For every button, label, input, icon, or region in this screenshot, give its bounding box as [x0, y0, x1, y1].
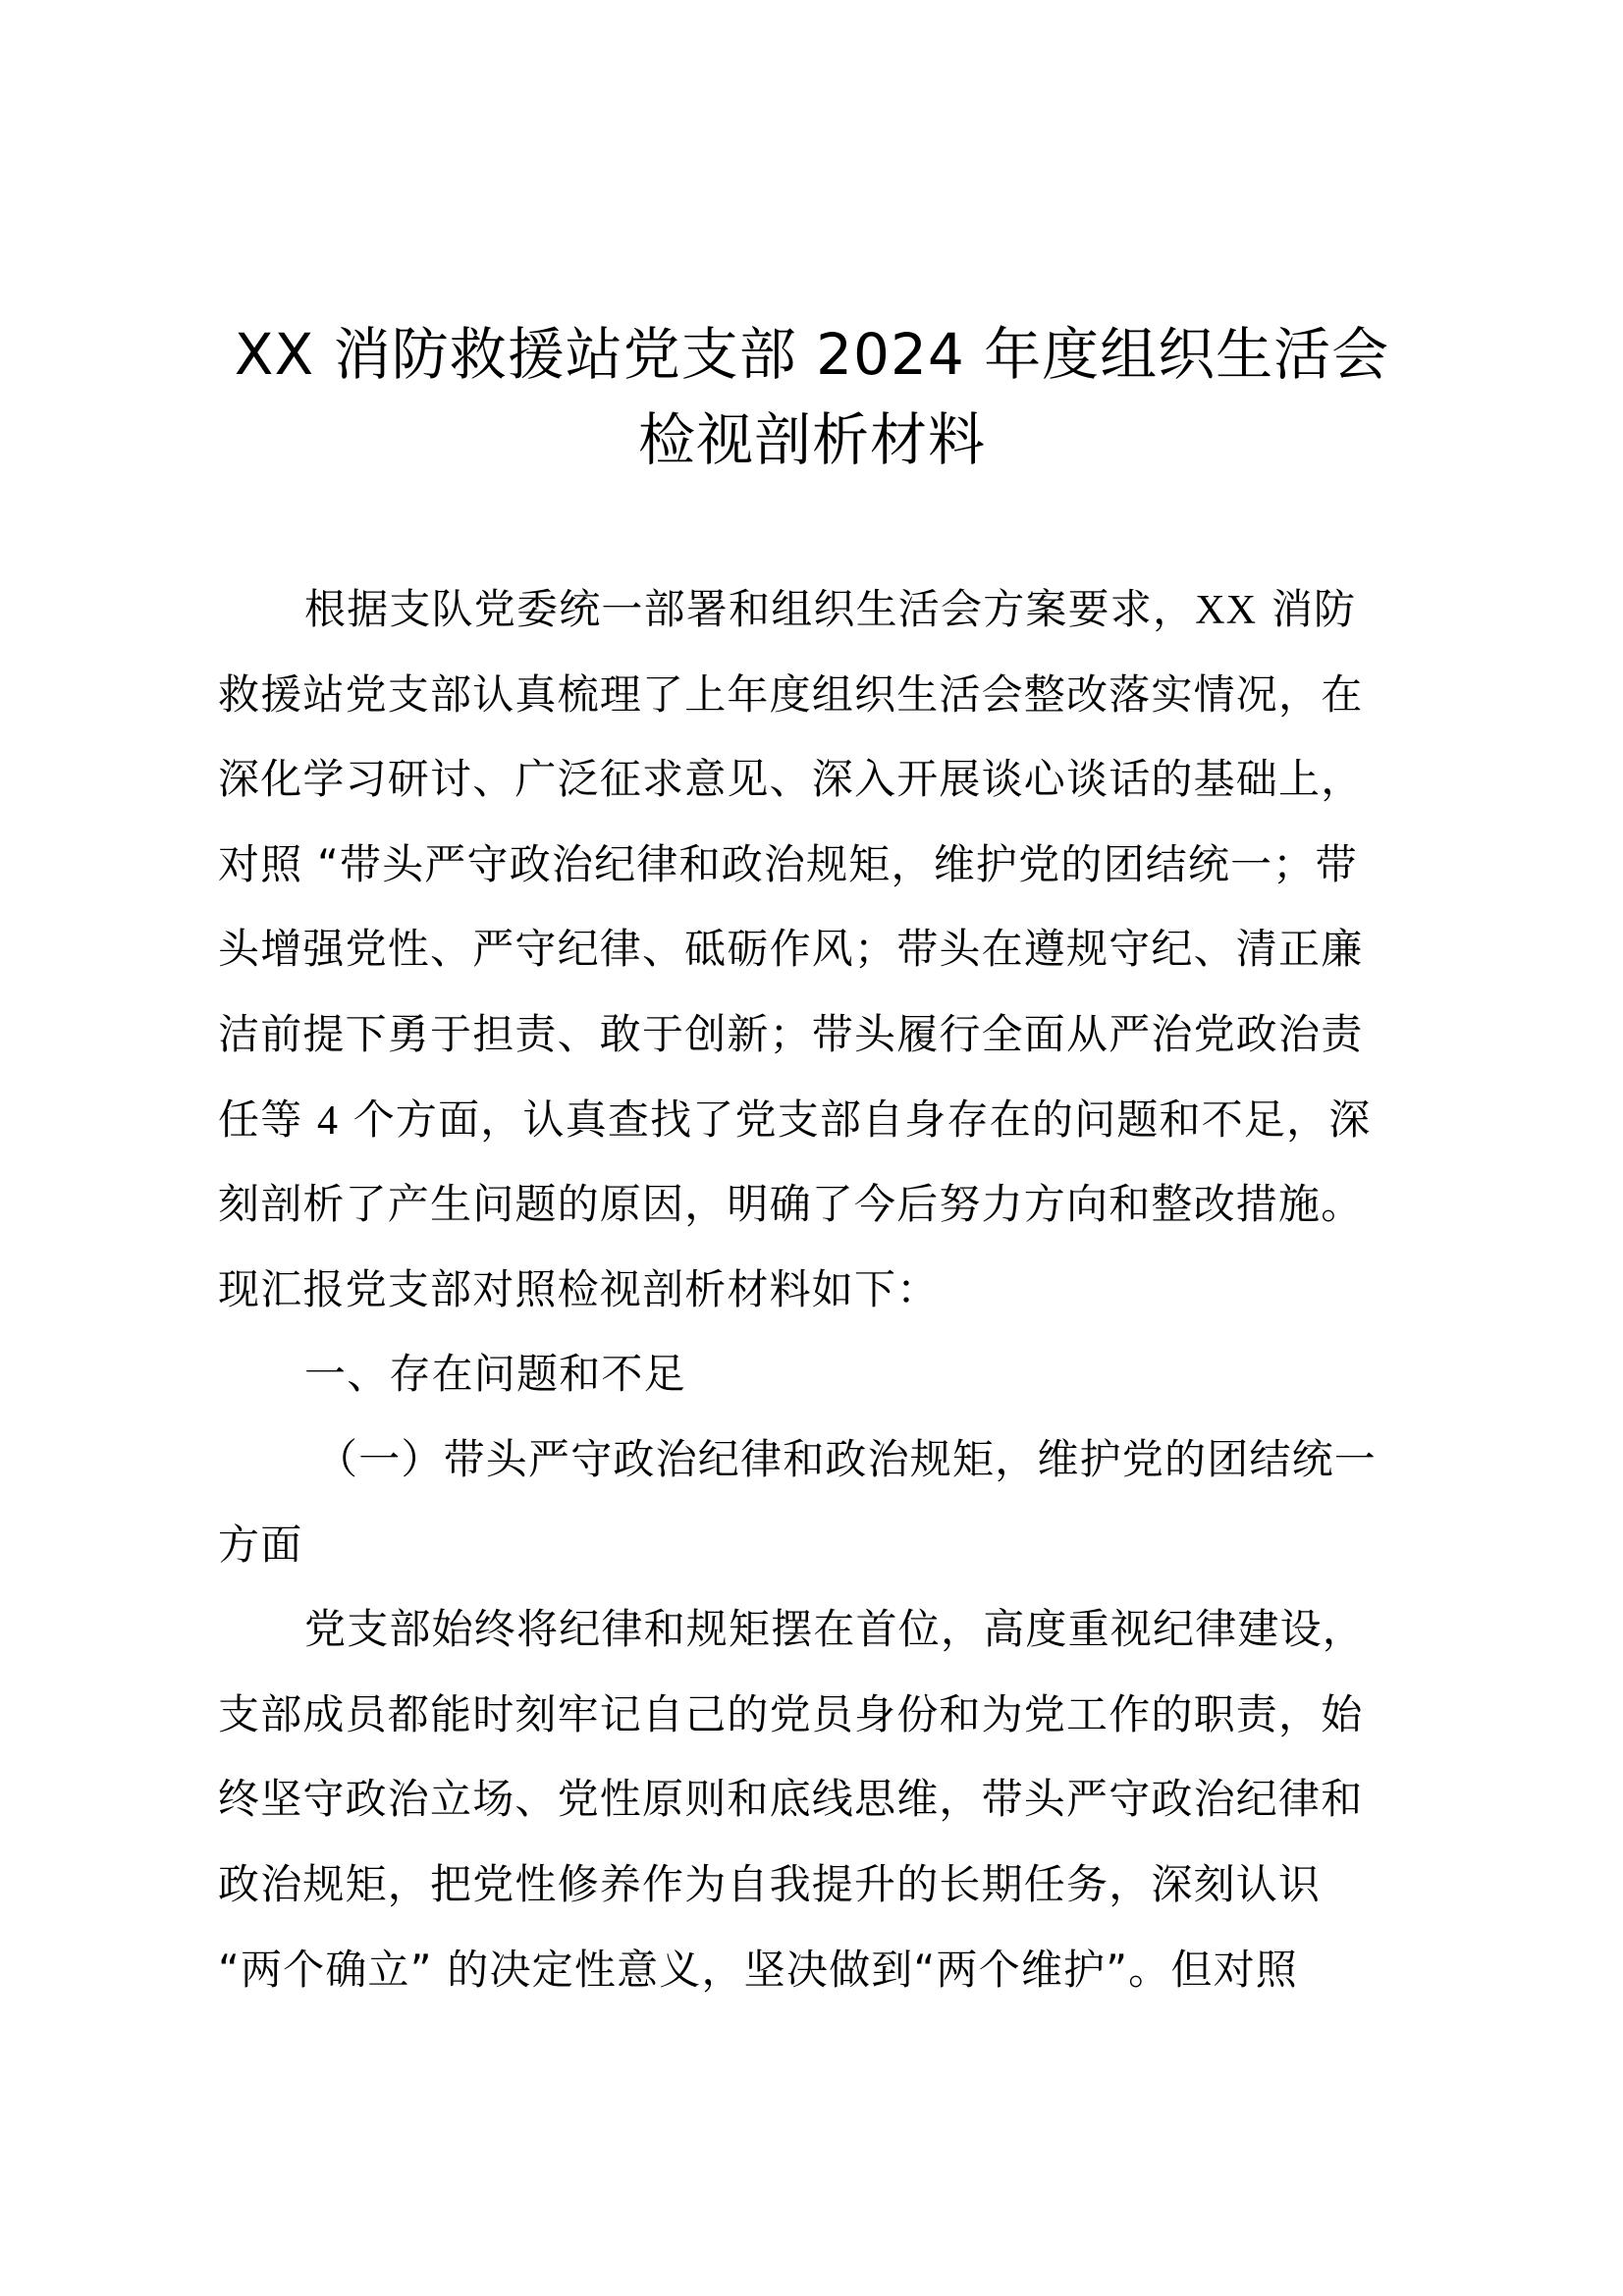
body-line-4: 对照 “带头严守政治纪律和政治规矩，维护党的团结统一；带	[218, 839, 1358, 888]
body-line-9: 现汇报党支部对照检视剖析材料如下：	[218, 1264, 940, 1313]
body-line-17: “两个确立” 的决定性意义，坚决做到“两个维护”。但对照	[218, 1945, 1298, 1994]
title-line-1: XX 消防救援站党支部 2024 年度组织生活会	[234, 321, 1390, 388]
title-line-2: 检视剖析材料	[637, 405, 986, 473]
body-line-16: 政治规矩，把党性修养作为自我提升的长期任务，深刻认识	[218, 1859, 1322, 1908]
text-segment: 任等	[218, 1095, 317, 1144]
body-line-6: 洁前提下勇于担责、敢于创新；带头履行全面从严治党政治责	[218, 1009, 1364, 1058]
body-line-5: 头增强党性、严守纪律、砥砺作风；带头在遵规守纪、清正廉	[218, 925, 1364, 974]
body-line-2: 救援站党支部认真梳理了上年度组织生活会整改落实情况，在	[218, 669, 1364, 719]
document-title	[218, 312, 1406, 482]
document-body	[218, 567, 1408, 2012]
body-line-14: 支部成员都能时刻牢记自己的党员身份和为党工作的职责，始	[218, 1689, 1364, 1738]
text-segment: 根据支队党委统一部署和组织生活会方案要求，	[304, 585, 1196, 633]
body-line-3: 深化学习研讨、广泛征求意见、深入开展谈心谈话的基础上，	[218, 755, 1364, 804]
subsection-heading-1-cont: 方面	[218, 1520, 303, 1569]
body-line-1	[218, 567, 1408, 653]
text-segment: 消防	[1257, 585, 1357, 633]
body-line-15: 终坚守政治立场、党性原则和底线思维，带头严守政治纪律和	[218, 1775, 1364, 1824]
section-heading-1: 一、存在问题和不足	[304, 1350, 686, 1399]
aspect-count: 4	[316, 1097, 340, 1144]
body-line-7	[218, 1078, 1408, 1163]
body-line-13: 党支部始终将纪律和规矩摆在首位，高度重视纪律建设，	[304, 1605, 1366, 1654]
subsection-heading-1: （一）带头严守政治纪律和政治规矩，维护党的团结统一	[316, 1434, 1378, 1483]
body-line-8: 刻剖析了产生问题的原因，明确了今后努力方向和整改措施。	[218, 1180, 1364, 1229]
placeholder-xx: XX	[1195, 588, 1258, 633]
text-segment: 个方面，认真查找了党支部自身存在的问题和不足，深	[339, 1095, 1372, 1144]
